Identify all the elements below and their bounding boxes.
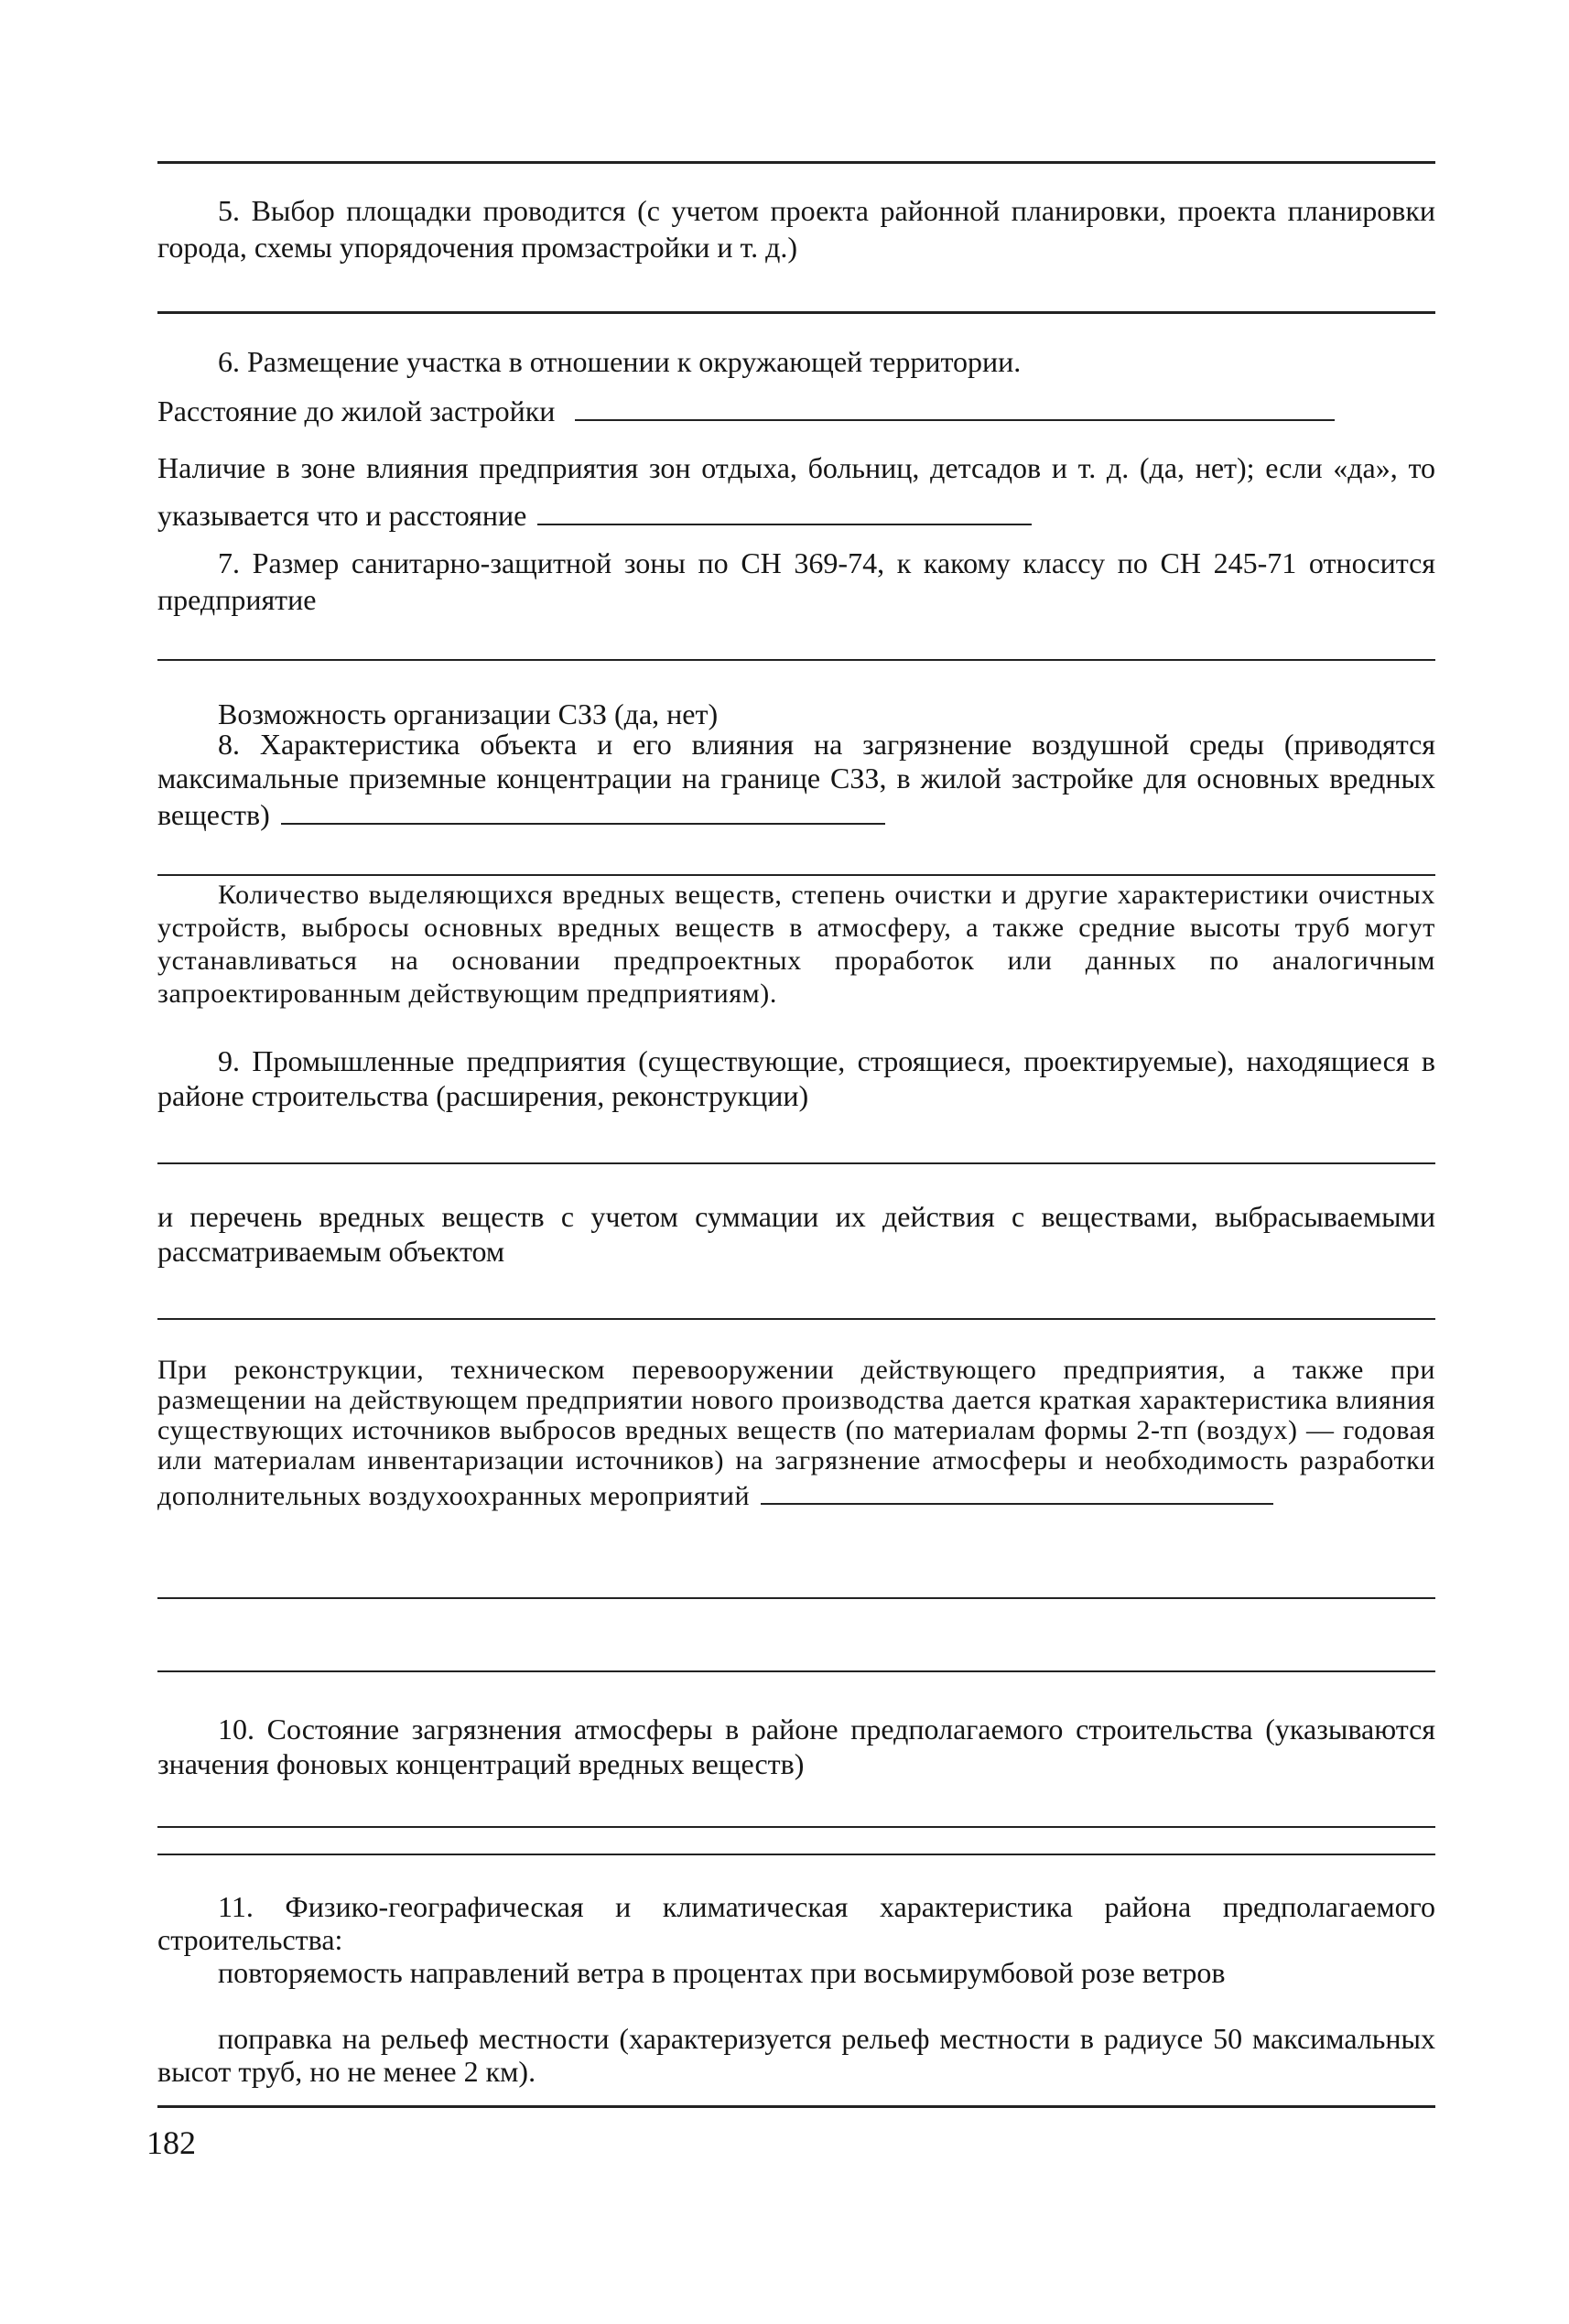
- zones-paragraph: [157, 444, 1435, 539]
- paragraph-11-relief: поправка на рельеф местности (характеризуется рельеф местности в радиусе 50 максимальных высот труб, но не менее 2 км).: [157, 2022, 1435, 2088]
- blank-line: [157, 161, 1435, 164]
- paragraph-6: 6. Размещение участка в отношении к окружающей территории.: [218, 345, 1022, 378]
- paragraph-8: [157, 728, 1435, 832]
- paragraph-9-list: и перечень вредных веществ с учетом суммации их действия с веществами, выбрасываемыми рассматриваемым объектом: [157, 1200, 1435, 1268]
- blank-line: [157, 1854, 1435, 1855]
- distance-row: [157, 392, 1435, 429]
- distance-label: Расстояние до жилой застройки: [157, 395, 556, 427]
- blank-line: [157, 1670, 1435, 1672]
- paragraph-9: 9. Промышленные предприятия (существующие, строящиеся, проектируемые), находящиеся в районе строительства (расширения, реконструкции): [157, 1044, 1435, 1112]
- paragraph-8-note: Количество выделяющихся вредных веществ, степень очистки и другие характеристики очистных устройств, выбросы основных вредных веществ в атмосферу, а также средние высоты труб могут устанавливаться на основании предпроектных проработок или данных по аналогичным запроектированным действующим предприятиям).: [157, 880, 1435, 1009]
- reconstruction-field[interactable]: [761, 1475, 1273, 1505]
- zones-field[interactable]: [537, 496, 1032, 525]
- zones-text: Наличие в зоне влияния предприятия зон отдыха, больниц, детсадов и т. д. (да, нет); если «да», то указывается что и расстояние: [157, 451, 1435, 532]
- blank-line: [157, 874, 1435, 876]
- blank-line: [157, 1826, 1435, 1828]
- paragraph-11: 11. Физико-географическая и климатическая характеристика района предполагаемого строительства:: [157, 1890, 1435, 1956]
- blank-line: [157, 1597, 1435, 1599]
- blank-line: [157, 2105, 1435, 2108]
- paragraph-10: 10. Состояние загрязнения атмосферы в районе предполагаемого строительства (указываются значения фоновых концентраций вредных веществ): [157, 1713, 1435, 1780]
- blank-line: [157, 659, 1435, 661]
- paragraph-8-text: 8. Характеристика объекта и его влияния на загрязнение воздушной среды (приводятся максимальные приземные концентрации на границе СЗЗ, в жилой застройке для основных вредных веществ): [157, 728, 1435, 831]
- reconstruction-text: При реконструкции, техническом перевооружении действующего предприятия, а также при размещении на действующем предприятии нового производства дается краткая характеристика влияния существующих источников выбросов вредных веществ (по материалам формы 2-тп (воздух) — годовая или материалам инвентаризации источников) на загрязнение атмосферы и необходимость разработки дополнительных воздухоохранных мероприятий: [157, 1355, 1435, 1511]
- blank-line: [157, 1162, 1435, 1164]
- szz-possibility: Возможность организации СЗЗ (да, нет): [218, 697, 719, 730]
- blank-line: [157, 311, 1435, 314]
- paragraph-7: 7. Размер санитарно-защитной зоны по СН 369-74, к какому классу по СН 245-71 относится предприятие: [157, 546, 1435, 616]
- paragraph-8-field[interactable]: [281, 795, 885, 825]
- distance-field[interactable]: [575, 392, 1335, 421]
- paragraph-11-wind: повторяемость направлений ветра в процентах при восьмирумбовой розе ветров: [218, 1956, 1226, 1989]
- paragraph-5: 5. Выбор площадки проводится (с учетом проекта районной планировки, проекта планировки города, схемы упорядочения промзастройки и т. д.): [157, 194, 1435, 264]
- paragraph-9-reconstruction: [157, 1355, 1435, 1511]
- page-number: 182: [146, 2124, 196, 2161]
- blank-line: [157, 1318, 1435, 1320]
